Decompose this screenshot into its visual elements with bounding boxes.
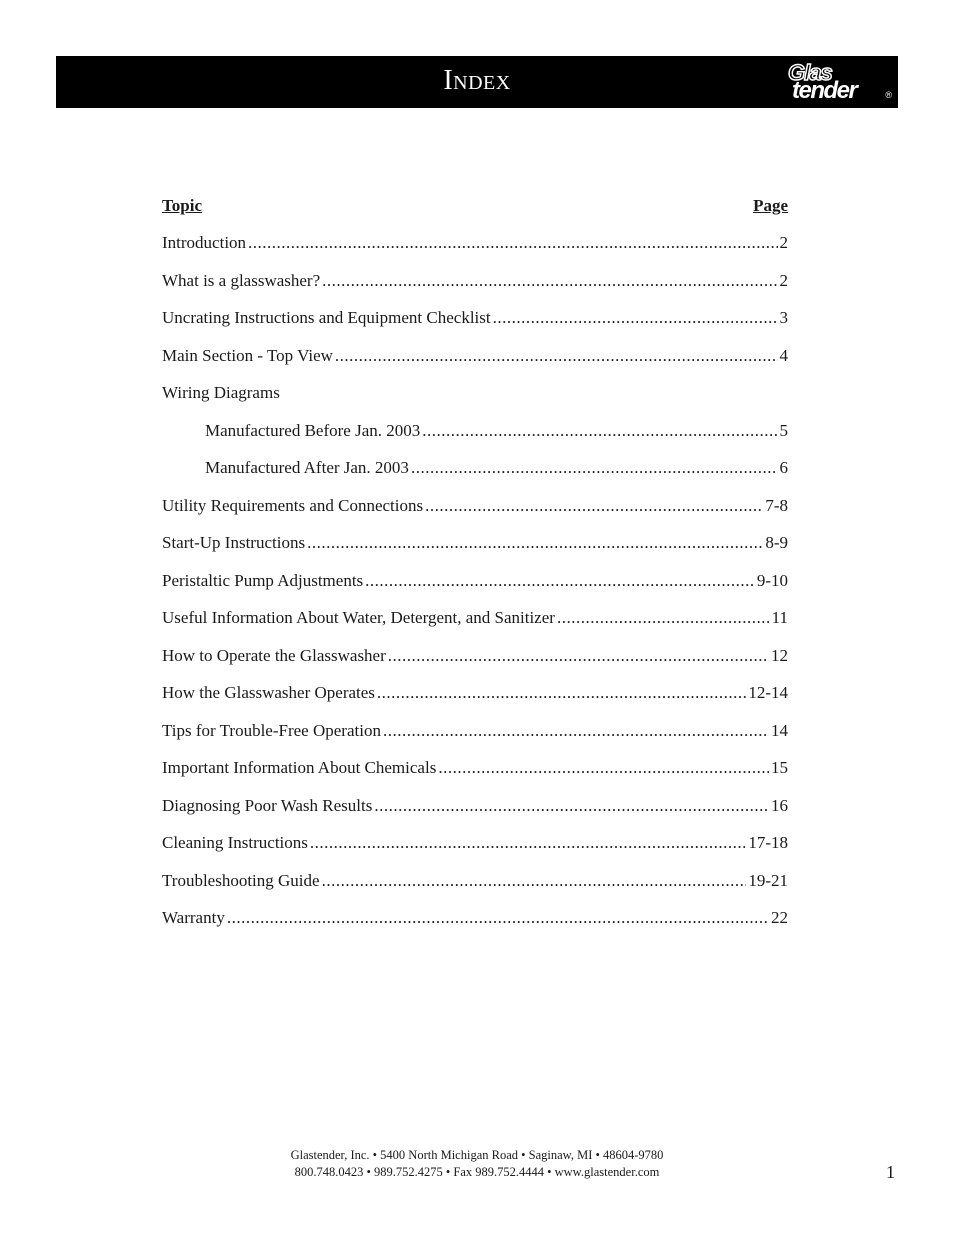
- toc-entry: [162, 569, 788, 607]
- toc-entry: [162, 269, 788, 307]
- toc-entry-topic: Main Section - Top View: [162, 345, 333, 365]
- toc-entry-topic: Diagnosing Poor Wash Results: [162, 795, 373, 815]
- toc-entry-page: 12: [771, 645, 788, 665]
- toc-entry-topic: How to Operate the Glasswasher: [162, 645, 386, 665]
- toc-entry-page: 2: [779, 233, 788, 252]
- toc-entry-page: 9-10: [756, 570, 788, 590]
- toc-entry-page: 8-9: [765, 533, 788, 552]
- toc-entry-page: 15: [771, 758, 788, 777]
- toc-entry-page: 19-21: [748, 870, 788, 890]
- toc-entry: [162, 794, 788, 832]
- toc-entry-topic: Start-Up Instructions: [162, 533, 306, 552]
- page-number: 1: [886, 1162, 895, 1182]
- toc-entry-topic: Tips for Trouble-Free Operation: [162, 720, 381, 740]
- toc-entry-topic: Warranty: [162, 908, 225, 927]
- toc-entry: [162, 831, 788, 869]
- toc-entry: [162, 756, 788, 794]
- toc-entry: [162, 306, 788, 344]
- toc-entry: [162, 644, 788, 682]
- toc-entry-leader-dots: [335, 344, 778, 368]
- toc-entry-page: 12-14: [748, 683, 788, 702]
- toc-entry-page: 14: [771, 720, 788, 740]
- toc-entry-topic: Peristaltic Pump Adjustments: [162, 570, 364, 590]
- toc-header: [162, 194, 788, 218]
- logo-text-bottom: tender: [792, 77, 857, 104]
- toc-entry-topic: Introduction: [162, 233, 247, 252]
- toc-entry-page: 11: [771, 608, 788, 627]
- toc-entry-topic: Wiring Diagrams: [162, 383, 280, 402]
- toc-entry: [162, 869, 788, 907]
- toc-entry: [162, 456, 788, 494]
- footer: [0, 1147, 954, 1181]
- toc-entry-page: 4: [779, 345, 788, 365]
- toc-entry-topic: How the Glasswasher Operates: [162, 683, 375, 702]
- toc-entry: [162, 381, 788, 419]
- toc-entry: [162, 681, 788, 719]
- toc-topic-header: Topic: [162, 196, 203, 215]
- toc-entry-page: 22: [771, 908, 788, 927]
- toc-entry: [162, 344, 788, 382]
- toc-entry-leader-dots: [374, 794, 769, 818]
- toc-entry-topic: Uncrating Instructions and Equipment Checklist: [162, 308, 491, 327]
- toc-entry-leader-dots: [322, 869, 747, 893]
- toc-entry-page: 16: [771, 795, 788, 815]
- toc-entry-topic: Utility Requirements and Connections: [162, 495, 424, 515]
- toc-entry-leader-dots: [411, 456, 778, 480]
- toc-entry-topic: Useful Information About Water, Detergent, and Sanitizer: [162, 608, 555, 627]
- toc-entry-leader-dots: [383, 719, 769, 743]
- toc-entry: [162, 906, 788, 944]
- toc-entry-topic: Troubleshooting Guide: [162, 870, 320, 890]
- page-title: Index: [443, 65, 511, 96]
- toc-entry-page: 6: [779, 458, 788, 477]
- glastender-logo: [780, 60, 892, 104]
- toc-entry-leader-dots: [377, 681, 746, 705]
- toc-entry: [162, 231, 788, 269]
- toc-entry-leader-dots: [227, 906, 769, 930]
- logo-registered-mark: ®: [885, 90, 892, 100]
- toc-entry-leader-dots: [422, 419, 777, 443]
- table-of-contents: [162, 194, 788, 944]
- toc-entry-topic: Manufactured Before Jan. 2003: [205, 420, 421, 440]
- toc-entry-page: 2: [779, 270, 788, 290]
- logo-text-top: Glas: [788, 60, 832, 85]
- toc-entry: [162, 606, 788, 644]
- toc-entry: [162, 494, 788, 532]
- footer-contact: 800.748.0423 • 989.752.4275 • Fax 989.752.4444 • www.glastender.com: [294, 1165, 660, 1179]
- toc-entry-page: 5: [779, 420, 788, 440]
- toc-entry-leader-dots: [388, 644, 769, 668]
- header-bar: [56, 56, 898, 108]
- toc-entry-leader-dots: [365, 569, 755, 593]
- toc-entry: [162, 719, 788, 757]
- toc-entry-page: 3: [779, 308, 788, 327]
- toc-entries: [162, 231, 788, 944]
- toc-entry-leader-dots: [493, 306, 778, 330]
- toc-entry: [162, 419, 788, 457]
- toc-entry-page: 17-18: [748, 833, 788, 852]
- toc-entry-leader-dots: [310, 831, 746, 855]
- toc-entry-leader-dots: [307, 531, 763, 555]
- toc-entry-leader-dots: [438, 756, 769, 780]
- toc-entry-topic: What is a glasswasher?: [162, 270, 321, 290]
- toc-entry-leader-dots: [425, 494, 763, 518]
- toc-entry-leader-dots: [557, 606, 770, 630]
- footer-address: Glastender, Inc. • 5400 North Michigan Road • Saginaw, MI • 48604-9780: [290, 1148, 664, 1162]
- toc-entry-topic: Manufactured After Jan. 2003: [205, 458, 409, 477]
- toc-entry-page: 7-8: [765, 495, 788, 515]
- toc-entry-topic: Cleaning Instructions: [162, 833, 308, 852]
- toc-entry: [162, 531, 788, 569]
- toc-page-header: Page: [753, 196, 788, 215]
- toc-entry-leader-dots: [322, 269, 777, 293]
- toc-entry-topic: Important Information About Chemicals: [162, 758, 437, 777]
- toc-entry-leader-dots: [248, 231, 777, 255]
